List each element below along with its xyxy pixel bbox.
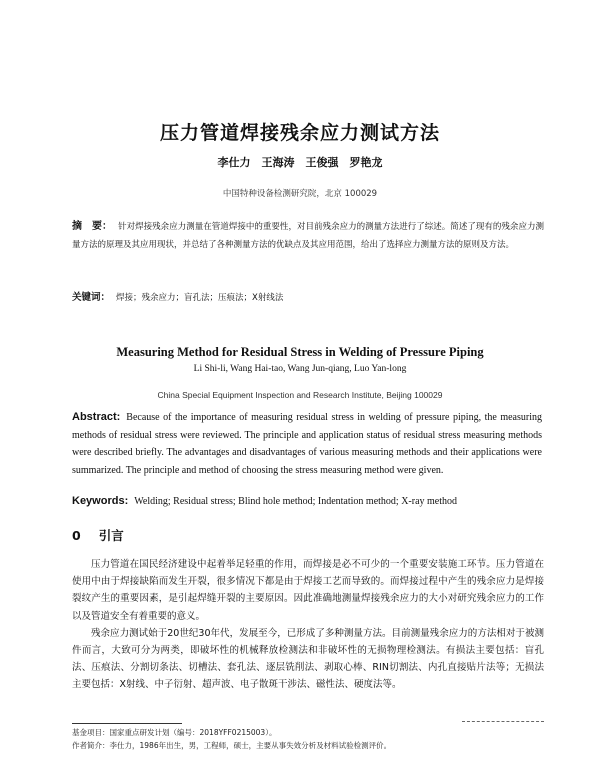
abstract-cn (72, 218, 544, 254)
keywords-en-label: Keywords: (72, 495, 129, 507)
paper-title-en: Measuring Method for Residual Stress in Welding of Pressure Piping (116, 345, 484, 359)
section-title: 引言 (98, 528, 124, 543)
affiliation-cn: 中国特种设备检测研究院，北京 100029 (222, 189, 378, 199)
footnote-divider-right (462, 721, 544, 722)
keywords-cn (72, 289, 544, 303)
paragraph: 压力管道在国民经济建设中起着举足轻重的作用，而焊接是必不可少的一个重要安装施工环节。压力管道在使用中由于焊接缺陷而发生开裂，很多情况下都是由于焊接工艺而导致的。而焊接过程中产生的残余应力是焊接裂纹产生的重要因素，是引起焊缝开裂的主要原因。因此准确地测量焊接残余应力的大小对研究残余应力的工作以及管道安全有着重要的意义。 (72, 559, 544, 622)
paper-title-cn: 压力管道焊接残余应力测试方法 (159, 122, 440, 144)
abstract-cn-text: 针对焊接残余应力测量在管道焊接中的重要性，对目前残余应力的测量方法进行了综述。简述了现有的残余应力测量方法的原理及其应用现状，并总结了各种测量方法的优缺点及其应用范围，给出了选择应力测量方法的原则及方法。 (72, 222, 544, 250)
footnote-author-bio: 作者简介：李仕力，1986年出生，男，工程师，硕士，主要从事失效分析及材料试验检测评价。 (72, 741, 392, 750)
body-text (72, 556, 544, 694)
section-number: 0 (72, 528, 81, 543)
keywords-en-text: Welding; Residual stress; Blind hole method; Indentation method; X-ray method (134, 496, 458, 507)
affiliation-en: China Special Equipment Inspection and Research Institute, Beijing 100029 (157, 390, 443, 400)
abstract-cn-label: 摘 要： (72, 221, 113, 232)
keywords-cn-label: 关键词： (72, 292, 111, 303)
section-heading (72, 526, 124, 544)
authors-cn: 李仕力 王海涛 王俊强 罗艳龙 (217, 156, 383, 169)
authors-en: Li Shi-li, Wang Hai-tao, Wang Jun-qiang, Luo Yan-long (193, 364, 407, 374)
footnote-funding: 基金项目：国家重点研发计划（编号：2018YFF0215003）。 (72, 728, 277, 737)
footnotes (72, 726, 544, 752)
keywords-en (72, 495, 542, 507)
paragraph: 残余应力测试始于20世纪30年代，发展至今，已形成了多种测量方法。目前测量残余应力的方法相对于被测件而言，大致可分为两类，即破坏性的机械释放检测法和非破坏性的无损物理检测法。有损法主要包括：盲孔法、压痕法、分割切条法、切槽法、套孔法、逐层铣削法、剥取心棒、RIN切割法、内孔直接贴片法等；无损法主要包括：X射线、中子衍射、超声波、电子散斑干涉法、磁性法、硬度法等。 (72, 627, 544, 691)
footnote-divider (72, 723, 182, 724)
keywords-cn-text: 焊接；残余应力；盲孔法；压痕法；X射线法 (116, 293, 284, 303)
abstract-en (72, 409, 542, 479)
abstract-en-text: Because of the importance of measuring residual stress in welding of pressure piping, the measuring methods of residual stress were reviewed. The principle and application status of residual stress measuring methods were described briefly. The advantages and disadvantages of various measuring methods and their applications were summarized. The principle and method of choosing the stress measuring method were given. (72, 412, 542, 476)
abstract-en-label: Abstract: (72, 411, 121, 423)
